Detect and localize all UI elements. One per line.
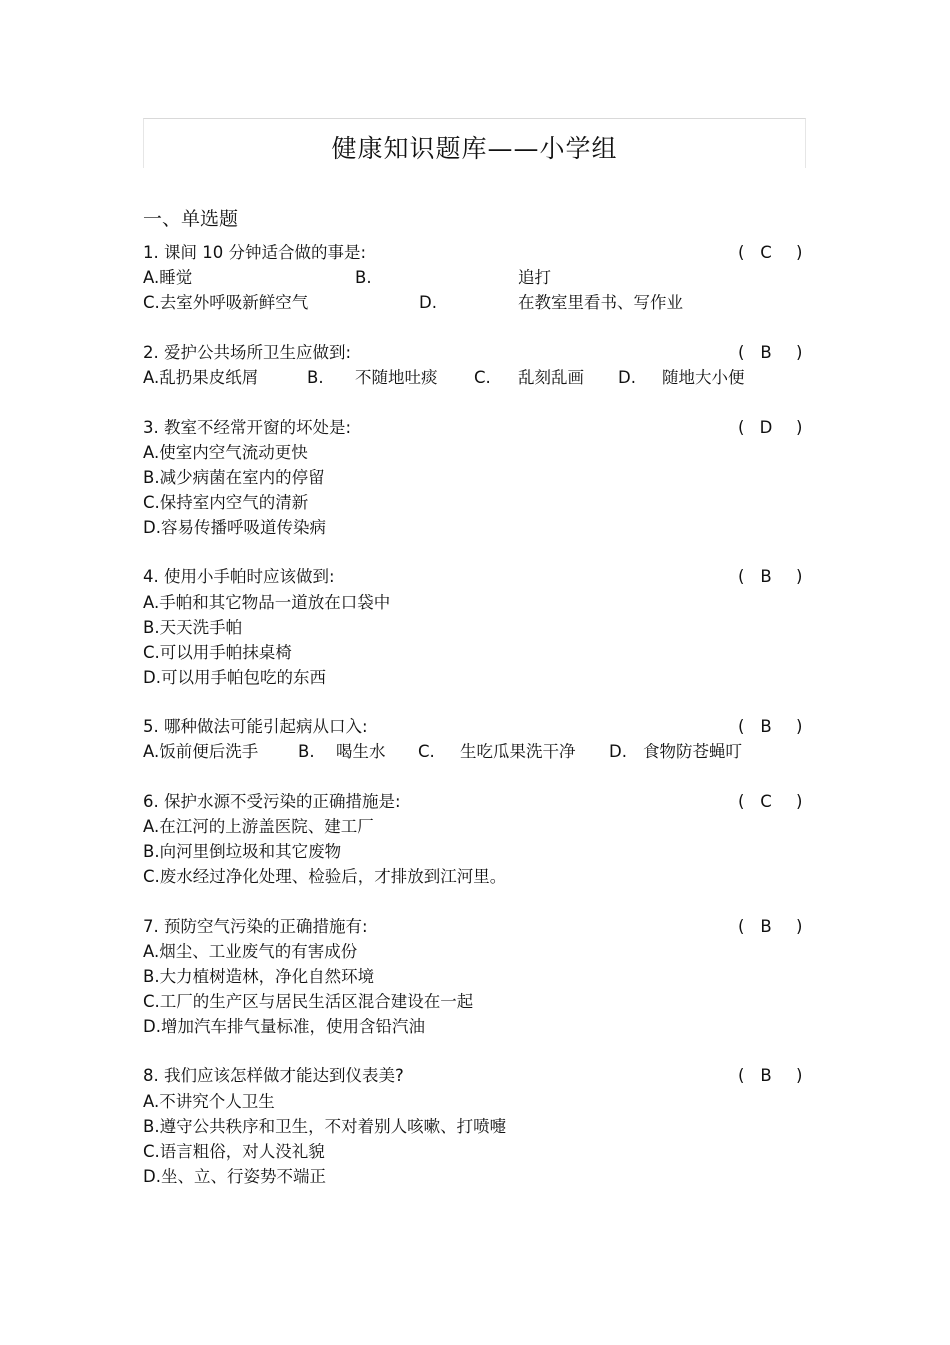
option: D.: [609, 742, 627, 761]
option: B.减少病菌在室内的停留: [143, 468, 325, 487]
option: C.保持室内空气的清新: [143, 493, 309, 512]
paren-open: (: [738, 243, 745, 262]
paren-close: ): [796, 418, 803, 437]
option: 乱刻乱画: [518, 368, 584, 387]
option: C.语言粗俗，对人没礼貌: [143, 1142, 325, 1161]
option: A.饭前便后洗手: [143, 742, 259, 761]
answer-letter: B: [760, 917, 772, 936]
option: B.天天洗手帕: [143, 618, 243, 637]
answer-letter: B: [760, 1066, 772, 1085]
paren-open: (: [738, 917, 745, 936]
option: B.: [298, 742, 315, 761]
question-3: 3. 教室不经常开窗的坏处是:: [143, 418, 352, 437]
option: C.工厂的生产区与居民生活区混合建设在一起: [143, 992, 474, 1011]
option: A.不讲究个人卫生: [143, 1092, 275, 1111]
answer-letter: C: [760, 243, 772, 262]
paren-open: (: [738, 1066, 745, 1085]
question-8: 8. 我们应该怎样做才能达到仪表美?: [143, 1066, 404, 1085]
option: D.: [618, 368, 636, 387]
option: 不随地吐痰: [355, 368, 438, 387]
paren-open: (: [738, 418, 745, 437]
option: A.使室内空气流动更快: [143, 443, 308, 462]
option: 追打: [518, 268, 551, 287]
option: D.坐、立、行姿势不端正: [143, 1167, 326, 1186]
option: A.烟尘、工业废气的有害成份: [143, 942, 358, 961]
option: C.去室外呼吸新鲜空气: [143, 293, 309, 312]
question-6: 6. 保护水源不受污染的正确措施是:: [143, 792, 401, 811]
page-title: 健康知识题库——小学组: [331, 134, 618, 163]
option: A.手帕和其它物品一道放在口袋中: [143, 593, 391, 612]
paren-open: (: [738, 792, 745, 811]
option: D.增加汽车排气量标准，使用含铅汽油: [143, 1017, 425, 1036]
option: C.: [474, 368, 491, 387]
paren-close: ): [796, 917, 803, 936]
title-box: [143, 118, 806, 168]
answer-letter: D: [759, 418, 773, 437]
answer-letter: B: [760, 717, 772, 736]
section-heading: 一、单选题: [143, 208, 239, 230]
option: B.: [355, 268, 372, 287]
option: C.可以用手帕抹桌椅: [143, 643, 292, 662]
option: B.向河里倒垃圾和其它废物: [143, 842, 342, 861]
paren-close: ): [796, 1066, 803, 1085]
answer-letter: B: [760, 343, 772, 362]
option: 在教室里看书、写作业: [518, 293, 683, 312]
paren-close: ): [796, 343, 803, 362]
option: C.废水经过净化处理、检验后，才排放到江河里。: [143, 867, 507, 886]
paren-close: ): [796, 243, 803, 262]
question-1: 1. 课间 10 分钟适合做的事是:: [143, 243, 367, 262]
paren-open: (: [738, 567, 745, 586]
paren-open: (: [738, 717, 745, 736]
option: 食物防苍蝇叮: [643, 742, 742, 761]
option: D.: [419, 293, 437, 312]
option: 喝生水: [336, 742, 386, 761]
option: D.容易传播呼吸道传染病: [143, 518, 326, 537]
paren-close: ): [796, 567, 803, 586]
paren-open: (: [738, 343, 745, 362]
option: B.遵守公共秩序和卫生，不对着别人咳嗽、打喷嚏: [143, 1117, 507, 1136]
option: A.睡觉: [143, 268, 193, 287]
option: A.乱扔果皮纸屑: [143, 368, 259, 387]
option: 随地大小便: [662, 368, 745, 387]
option: B.大力植树造林，净化自然环境: [143, 967, 375, 986]
paren-close: ): [796, 717, 803, 736]
question-4: 4. 使用小手帕时应该做到:: [143, 567, 335, 586]
question-5: 5. 哪种做法可能引起病从口入:: [143, 717, 368, 736]
option: C.: [418, 742, 435, 761]
option: 生吃瓜果洗干净: [460, 742, 576, 761]
option: D.可以用手帕包吃的东西: [143, 668, 326, 687]
question-2: 2. 爱护公共场所卫生应做到:: [143, 343, 352, 362]
option: A.在江河的上游盖医院、建工厂: [143, 817, 374, 836]
answer-letter: C: [760, 792, 772, 811]
option: B.: [307, 368, 324, 387]
paren-close: ): [796, 792, 803, 811]
answer-letter: B: [760, 567, 772, 586]
question-7: 7. 预防空气污染的正确措施有:: [143, 917, 368, 936]
